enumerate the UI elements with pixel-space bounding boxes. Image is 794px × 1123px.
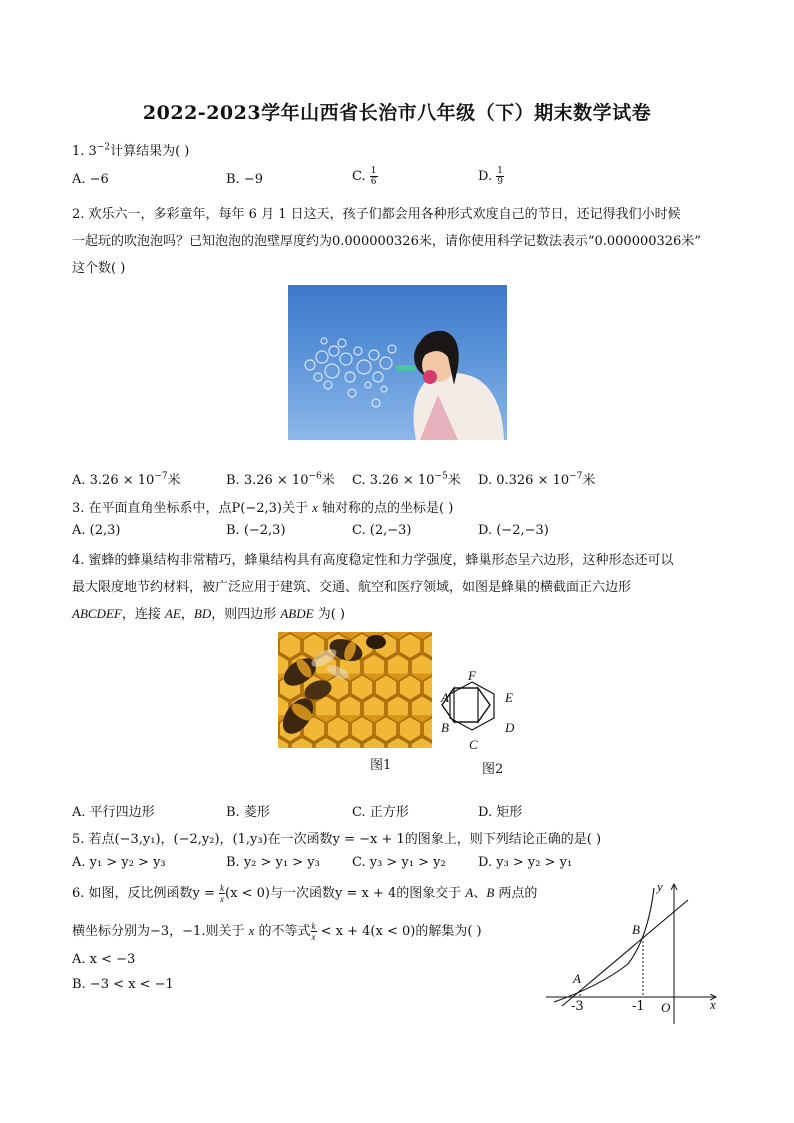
q3-option-b[interactable]: B. (−2,3) (226, 523, 286, 538)
graph-tick-minus-1: -1 (632, 999, 645, 1014)
q6-line-1: 6. 如图，反比例函数y = $\frac{k}{x}$ (x < 0)与一次函数y = x + 4的图象交于 A、B 两点的 (72, 883, 538, 904)
bubble-photo-illustration (288, 285, 507, 440)
q4-option-b[interactable]: B. 菱形 (226, 805, 270, 820)
q6-option-b[interactable]: B. −3 < x < −1 (72, 977, 174, 992)
q4-option-a[interactable]: A. 平行四边形 (72, 805, 155, 820)
q6-inequality-fraction: $\frac{k}{x}$ (311, 921, 316, 942)
q2-option-a[interactable]: A. $3.26 \times 10^{-7}$米 (72, 471, 181, 488)
question-5: 5. 若点(−3,y₁)，(−2,y₂)，(1,y₃)在一次函数y = −x + 1的图象上，则下列结论正确的是( ) (72, 832, 602, 847)
q3-option-a[interactable]: A. (2,3) (72, 523, 121, 538)
inverse-function-curve (554, 888, 654, 1002)
q1-option-c[interactable]: C. $\frac{1}{6}$ (352, 166, 377, 187)
q5-option-a[interactable]: A. y₁ > y₂ > y₃ (72, 855, 166, 870)
q5-option-d[interactable]: D. y₃ > y₂ > y₁ (478, 855, 573, 870)
q1-exponent: −2 (96, 142, 111, 153)
q4-line-3: ABCDEF，连接 AE，BD，则四边形 ABDE 为( ) (72, 606, 345, 622)
q4-option-c[interactable]: C. 正方形 (352, 805, 409, 820)
hex-label-d: D (505, 720, 515, 735)
honeycomb-photo (278, 632, 432, 748)
q1-d-fraction: $\frac{1}{9}$ (497, 166, 503, 187)
q6-option-a[interactable]: A. x < −3 (72, 952, 136, 967)
q5-option-c[interactable]: C. y₃ > y₁ > y₂ (352, 855, 446, 870)
q1-c-fraction: $\frac{1}{6}$ (370, 166, 377, 187)
q1-option-a[interactable]: A. −6 (72, 172, 109, 187)
graph-label-origin: O (661, 1000, 671, 1015)
graph-label-b: B (632, 922, 640, 937)
graph-tick-minus-3: -3 (571, 999, 584, 1014)
q2-line-1: 2. 欢乐六一，多彩童年，每年 6 月 1 日这天，孩子们都会用各种形式欢度自己的节日，还记得我们小时候 (72, 207, 681, 222)
figure-1-caption: 图1 (370, 758, 392, 773)
q1-option-d[interactable]: D. $\frac{1}{9}$ (478, 166, 503, 187)
hex-label-b: B (441, 720, 449, 735)
honeycomb-illustration (278, 632, 432, 748)
q2-line-2: 一起玩的吹泡泡吗？已知泡泡的泡壁厚度约为0.000000326米，请你使用科学记数法表示“0.000000326米” (72, 234, 701, 249)
q3-option-d[interactable]: D. (−2,−3) (478, 523, 549, 538)
bubble-girl-photo (288, 285, 507, 440)
q2-line-3: 这个数( ) (72, 261, 126, 276)
q4-option-d[interactable]: D. 矩形 (478, 805, 523, 820)
hex-label-e: E (505, 690, 513, 705)
q1-option-b[interactable]: B. −9 (226, 172, 263, 187)
graph-label-a: A (573, 971, 581, 986)
linear-function-line (562, 900, 688, 1006)
graph-label-y: y (657, 879, 663, 894)
q2-option-b[interactable]: B. $3.26 \times 10^{-6}$米 (226, 471, 335, 488)
hex-label-f: F (468, 668, 476, 683)
question-1 (72, 140, 189, 159)
q3-option-c[interactable]: C. (2,−3) (352, 523, 412, 538)
q1-base: 1. 3 (72, 144, 97, 159)
q2-option-d[interactable]: D. $0.326 \times 10^{-7}$米 (478, 471, 596, 488)
q5-option-b[interactable]: B. y₂ > y₁ > y₃ (226, 855, 320, 870)
q6-fraction-k-over-x: $\frac{k}{x}$ (220, 883, 225, 904)
hex-label-c: C (469, 737, 478, 752)
q1-stem: 计算结果为( ) (110, 144, 190, 159)
q2-option-c[interactable]: C. $3.26 \times 10^{-5}$米 (352, 471, 461, 488)
figure-2-caption: 图2 (482, 762, 504, 777)
graph-label-x: x (710, 997, 716, 1012)
q4-line-1: 4. 蜜蜂的蜂巢结构非常精巧，蜂巢结构具有高度稳定性和力学强度，蜂巢形态呈六边形，这种形态还可以 (72, 553, 674, 568)
q6-line-2: 横坐标分别为−3，−1.则关于 x 的不等式 $\frac{k}{x}$ < x + 4(x < 0)的解集为( ) (72, 921, 482, 942)
hex-label-a: A (441, 690, 449, 705)
exam-title: 2022-2023学年山西省长治市八年级（下）期末数学试卷 (142, 102, 652, 124)
question-3: 3. 在平面直角坐标系中，点P(−2,3)关于 x 轴对称的点的坐标是( ) (72, 500, 454, 516)
hexagon-shape (436, 668, 526, 756)
q4-line-2: 最大限度地节约材料，被广泛应用于建筑、交通、航空和医疗领域，如图是蜂巢的横截面正六边形 (72, 580, 632, 595)
